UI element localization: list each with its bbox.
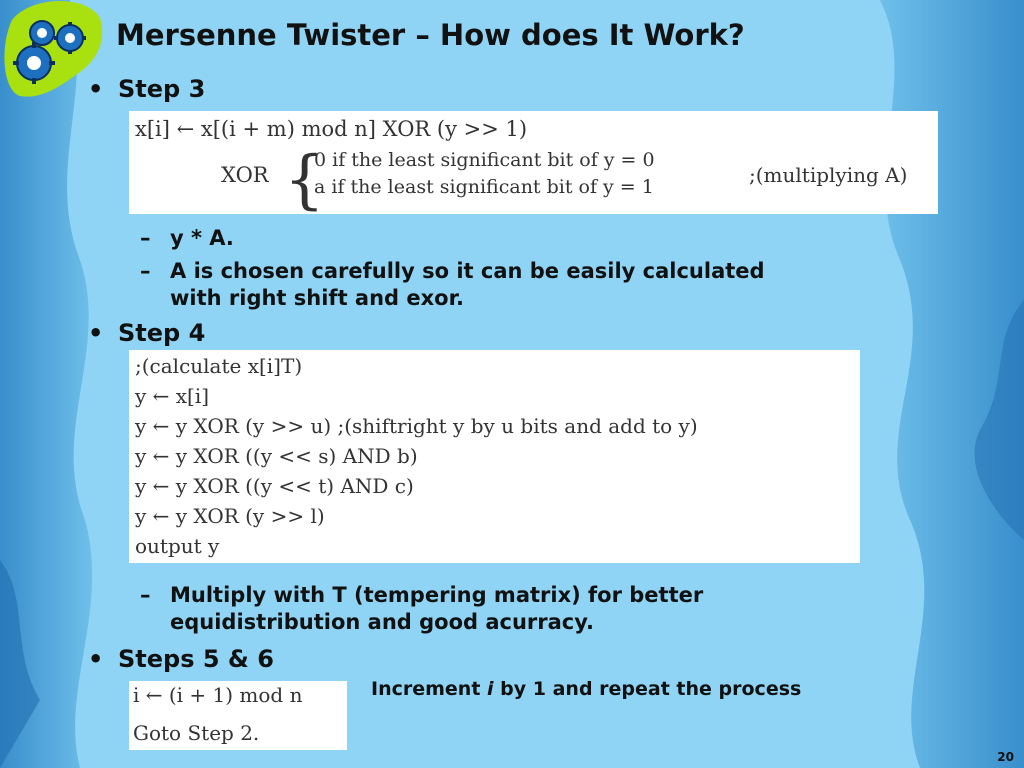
step4-formula-box — [129, 350, 860, 563]
step56-note: Increment i by 1 and repeat the process — [371, 678, 802, 700]
note-variable: i — [487, 678, 494, 700]
step4-line: y ← y XOR ((y << s) AND b) — [135, 444, 418, 468]
step4-sub1: – Multiply with T (tempering matrix) for better equidistribution and good acurracy. — [140, 583, 704, 634]
step3-formula-line1: x[i] ← x[(i + m) mod n] XOR (y >> 1) — [135, 117, 528, 141]
bullet-icon: • — [88, 645, 104, 673]
step3-sub1: – y * A. — [140, 226, 234, 250]
step4-line: output y — [135, 534, 220, 558]
brace-icon: { — [284, 143, 325, 217]
step4-line: y ← y XOR (y >> l) — [135, 504, 325, 528]
step56-line: i ← (i + 1) mod n — [133, 683, 303, 707]
step4-label: Step 4 — [118, 319, 206, 347]
bullet-icon: • — [88, 319, 104, 347]
step3-label: Step 3 — [118, 75, 206, 103]
step3-case0: 0 if the least significant bit of y = 0 — [314, 149, 655, 171]
step3-xor-label: XOR — [221, 163, 269, 187]
step4-line: y ← y XOR (y >> u) ;(shiftright y by u bits and add to y) — [135, 414, 698, 438]
step3-bullet — [88, 75, 205, 103]
dash-icon: – — [140, 226, 151, 250]
step4-line: y ← y XOR ((y << t) AND c) — [135, 474, 414, 498]
step56-formula-box — [129, 681, 347, 750]
page-number: 20 — [997, 750, 1014, 764]
step4-bullet — [88, 319, 205, 347]
step56-line: Goto Step 2. — [133, 721, 260, 745]
dash-icon: – — [140, 259, 151, 283]
step3-comment: ;(multiplying A) — [749, 163, 908, 187]
step3-formula-box — [129, 111, 938, 217]
step3-case1: a if the least significant bit of y = 1 — [314, 176, 654, 198]
step4-line: ;(calculate x[i]T) — [135, 354, 303, 378]
step4-line: y ← x[i] — [135, 384, 210, 408]
step56-label: Steps 5 & 6 — [118, 645, 274, 673]
slide-title: Mersenne Twister – How does It Work? — [116, 18, 745, 52]
step56-bullet — [88, 645, 274, 673]
bullet-icon: • — [88, 75, 104, 103]
step3-sub2: – A is chosen carefully so it can be easily calculated with right shift and exor. — [140, 259, 765, 310]
dash-icon: – — [140, 583, 151, 607]
